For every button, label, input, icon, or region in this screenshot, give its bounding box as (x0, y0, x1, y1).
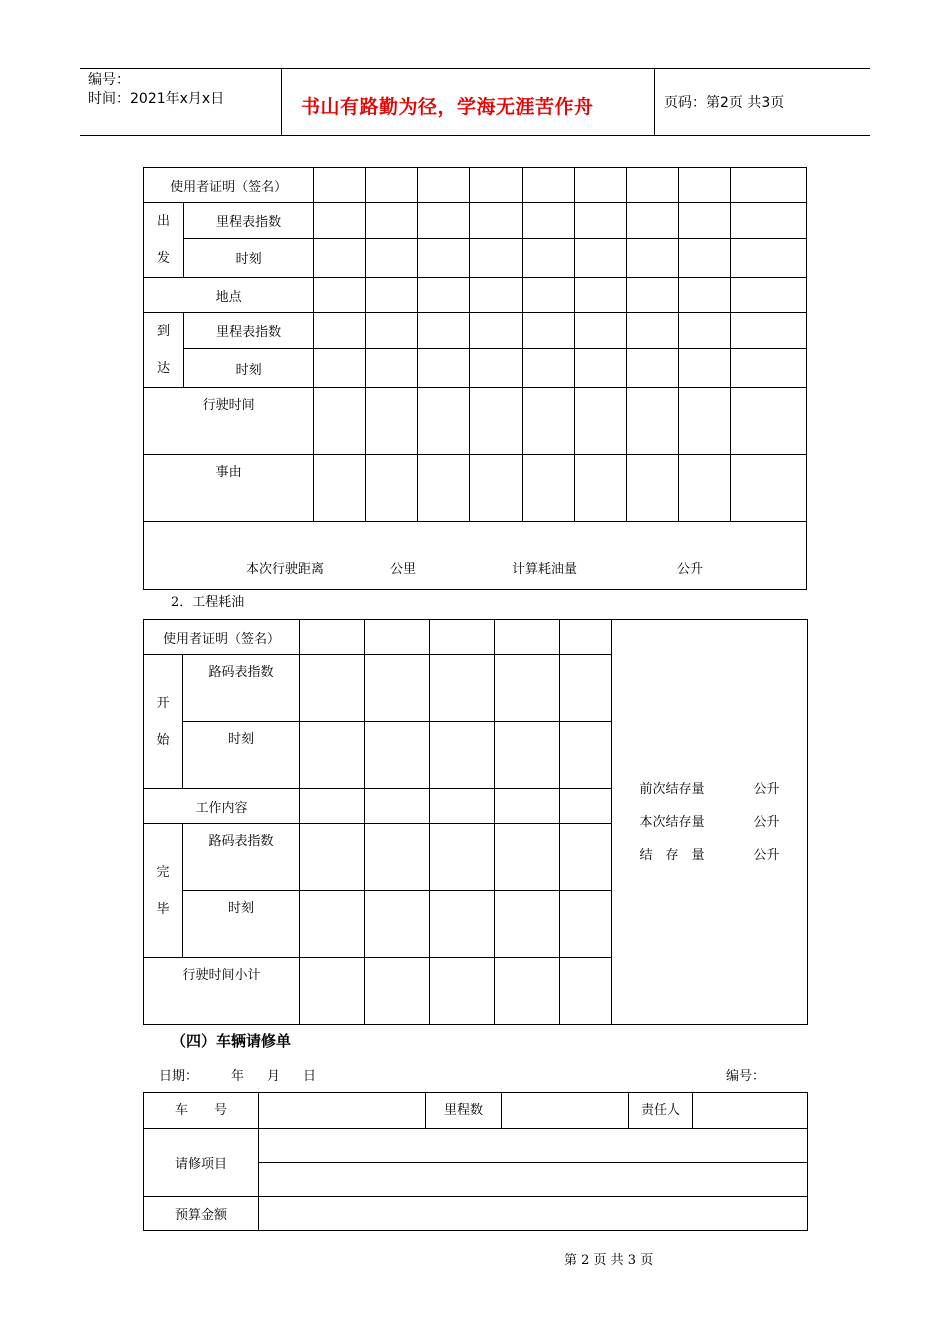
fuel-balance-panel (612, 620, 808, 1025)
sign-cell[interactable] (366, 168, 418, 203)
finish-meter-label: 路码表指数 (183, 824, 300, 891)
start-time-label: 时刻 (183, 722, 300, 789)
repair-items-label: 请修项目 (144, 1129, 259, 1197)
sign-cell[interactable] (730, 168, 806, 203)
sign-cell[interactable] (314, 168, 366, 203)
sign-cell[interactable] (470, 168, 522, 203)
repair-date-day: 日 (303, 1069, 317, 1084)
responsible-label: 责任人 (629, 1093, 693, 1129)
car-number-label: 车 号 (144, 1093, 259, 1129)
repair-request-table (143, 1092, 808, 1231)
budget-field[interactable] (259, 1197, 808, 1231)
arrive-odometer-label: 里程表指数 (184, 313, 314, 349)
fuel-calc-unit: 公升 (677, 562, 704, 577)
arrive-label: 到 达 (144, 313, 184, 388)
trip-summary-row (144, 522, 807, 590)
repair-date-year: 年 (231, 1069, 245, 1084)
section2-title: 2．工程耗油 (171, 595, 245, 610)
mileage-label: 里程数 (426, 1093, 502, 1129)
page-footer: 第 2 页 共 3 页 (564, 1253, 654, 1268)
sign-cell[interactable] (574, 168, 626, 203)
sign-cell[interactable] (418, 168, 470, 203)
arrive-time-label: 时刻 (184, 349, 314, 388)
finish-label: 完 毕 (144, 824, 183, 958)
engineering-fuel-table (143, 619, 808, 1025)
header-motto: 书山有路勤为径，学海无涯苦作舟 (301, 96, 594, 118)
header-top-rule (80, 68, 870, 69)
user-sign-label: 使用者证明（签名） (144, 168, 314, 203)
start-label: 开 始 (144, 655, 183, 789)
repair-items-field-2[interactable] (259, 1163, 808, 1197)
header-bottom-rule (80, 135, 870, 136)
fuel-row-balance: 结 存 量 公升 (639, 847, 780, 863)
depart-label: 出 发 (144, 203, 184, 278)
drive-time-label: 行驶时间 (144, 388, 314, 455)
distance-label: 本次行驶距离 (246, 562, 325, 577)
depart-odometer-label: 里程表指数 (184, 203, 314, 239)
fuel-row-previous: 前次结存量 公升 (639, 781, 780, 797)
finish-time-label: 时刻 (183, 891, 300, 958)
fuel-calc-label: 计算耗油量 (512, 562, 578, 577)
distance-unit: 公里 (390, 562, 417, 577)
depart-time-label: 时刻 (184, 238, 314, 277)
budget-label: 预算金额 (144, 1197, 259, 1231)
header-divider-right (654, 68, 655, 135)
reason-label: 事由 (144, 455, 314, 522)
sign-cell[interactable] (522, 168, 574, 203)
mileage-field[interactable] (502, 1093, 629, 1129)
sign-cell[interactable] (626, 168, 678, 203)
user-sign-label-2: 使用者证明（签名） (144, 620, 300, 655)
car-number-field[interactable] (259, 1093, 426, 1129)
header-page-label: 页码：第2页 共3页 (664, 95, 785, 111)
header-time-label: 时间：2021年x月x日 (88, 91, 225, 107)
responsible-field[interactable] (693, 1093, 808, 1129)
section4-title: （四）车辆请修单 (171, 1032, 292, 1050)
drive-time-subtotal-label: 行驶时间小计 (144, 958, 300, 1025)
repair-number-label: 编号： (726, 1069, 766, 1084)
repair-date-month: 月 (267, 1069, 281, 1084)
start-meter-label: 路码表指数 (183, 655, 300, 722)
work-content-label: 工作内容 (144, 789, 300, 824)
header-divider-left (281, 68, 282, 135)
repair-date-label: 日期： (159, 1069, 199, 1084)
sign-cell[interactable] (678, 168, 730, 203)
fuel-row-current: 本次结存量 公升 (639, 814, 780, 830)
vehicle-usage-table (143, 167, 807, 590)
place-label: 地点 (144, 278, 314, 313)
header-number-label: 编号： (88, 72, 130, 88)
repair-items-field-1[interactable] (259, 1129, 808, 1163)
